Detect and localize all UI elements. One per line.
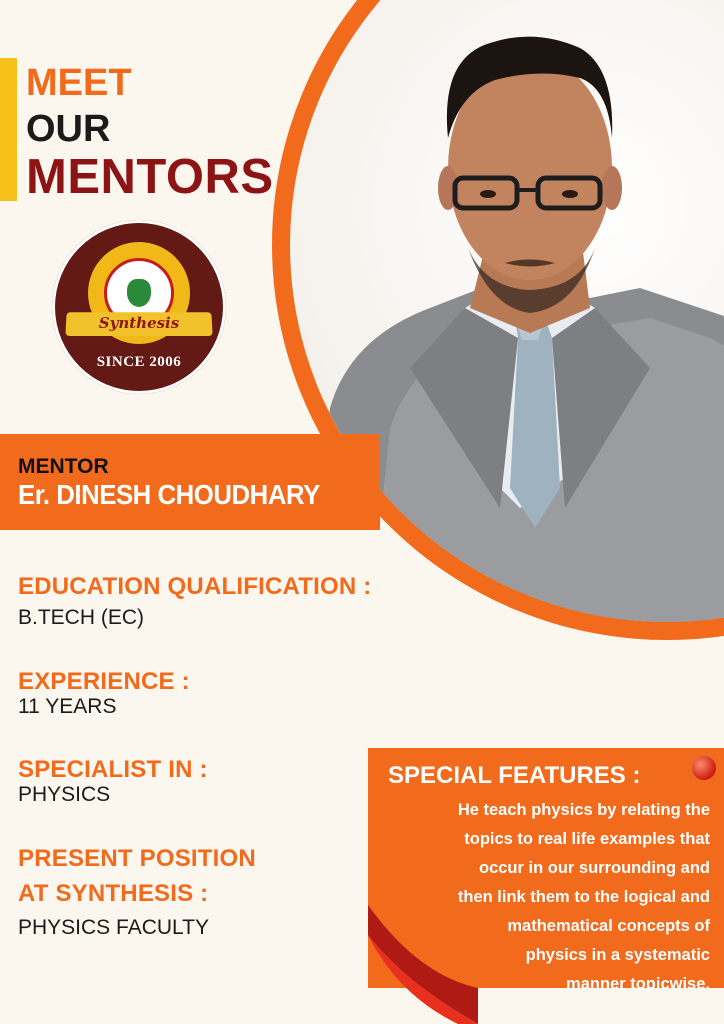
- sf-line: occur in our surrounding and: [479, 859, 710, 877]
- sf-line: He teach physics by relating the: [457, 801, 710, 819]
- mentor-name: Er. DINESH CHOUDHARY: [18, 479, 320, 510]
- education-heading: EDUCATION QUALIFICATION :: [18, 573, 372, 600]
- sf-line: then link them to the logical and: [457, 888, 710, 906]
- experience-heading: EXPERIENCE :: [18, 668, 190, 695]
- stethoscope-icon: [127, 279, 151, 307]
- synthesis-logo: [52, 220, 226, 394]
- accent-bar: [0, 58, 17, 201]
- logo-since-text: SINCE 2006: [96, 354, 182, 370]
- position-value: PHYSICS FACULTY: [18, 916, 209, 939]
- experience-value: 11 YEARS: [18, 695, 117, 718]
- position-heading-line1: PRESENT POSITION: [18, 845, 256, 872]
- mentor-label: MENTOR: [18, 455, 109, 478]
- logo-ribbon: [65, 312, 212, 336]
- special-features-title: SPECIAL FEATURES :: [388, 762, 641, 789]
- title-line-our: OUR: [26, 108, 111, 150]
- logo-ribbon-text: Synthesis: [98, 314, 180, 332]
- sf-line: physics in a systematic: [525, 946, 710, 964]
- specialist-value: PHYSICS: [18, 783, 111, 806]
- education-value: B.TECH (EC): [18, 606, 144, 629]
- special-features-text: [390, 796, 710, 999]
- position-heading-line2: AT SYNTHESIS :: [18, 880, 209, 907]
- red-dot-icon: [692, 756, 716, 780]
- sf-line: topics to real life examples that: [464, 830, 710, 848]
- sf-line: manner topicwise.: [566, 975, 710, 993]
- title-line-meet: MEET: [26, 62, 132, 104]
- title-line-mentors: MENTORS: [26, 150, 274, 204]
- specialist-heading: SPECIALIST IN :: [18, 756, 208, 783]
- sf-line: mathematical concepts of: [507, 917, 710, 935]
